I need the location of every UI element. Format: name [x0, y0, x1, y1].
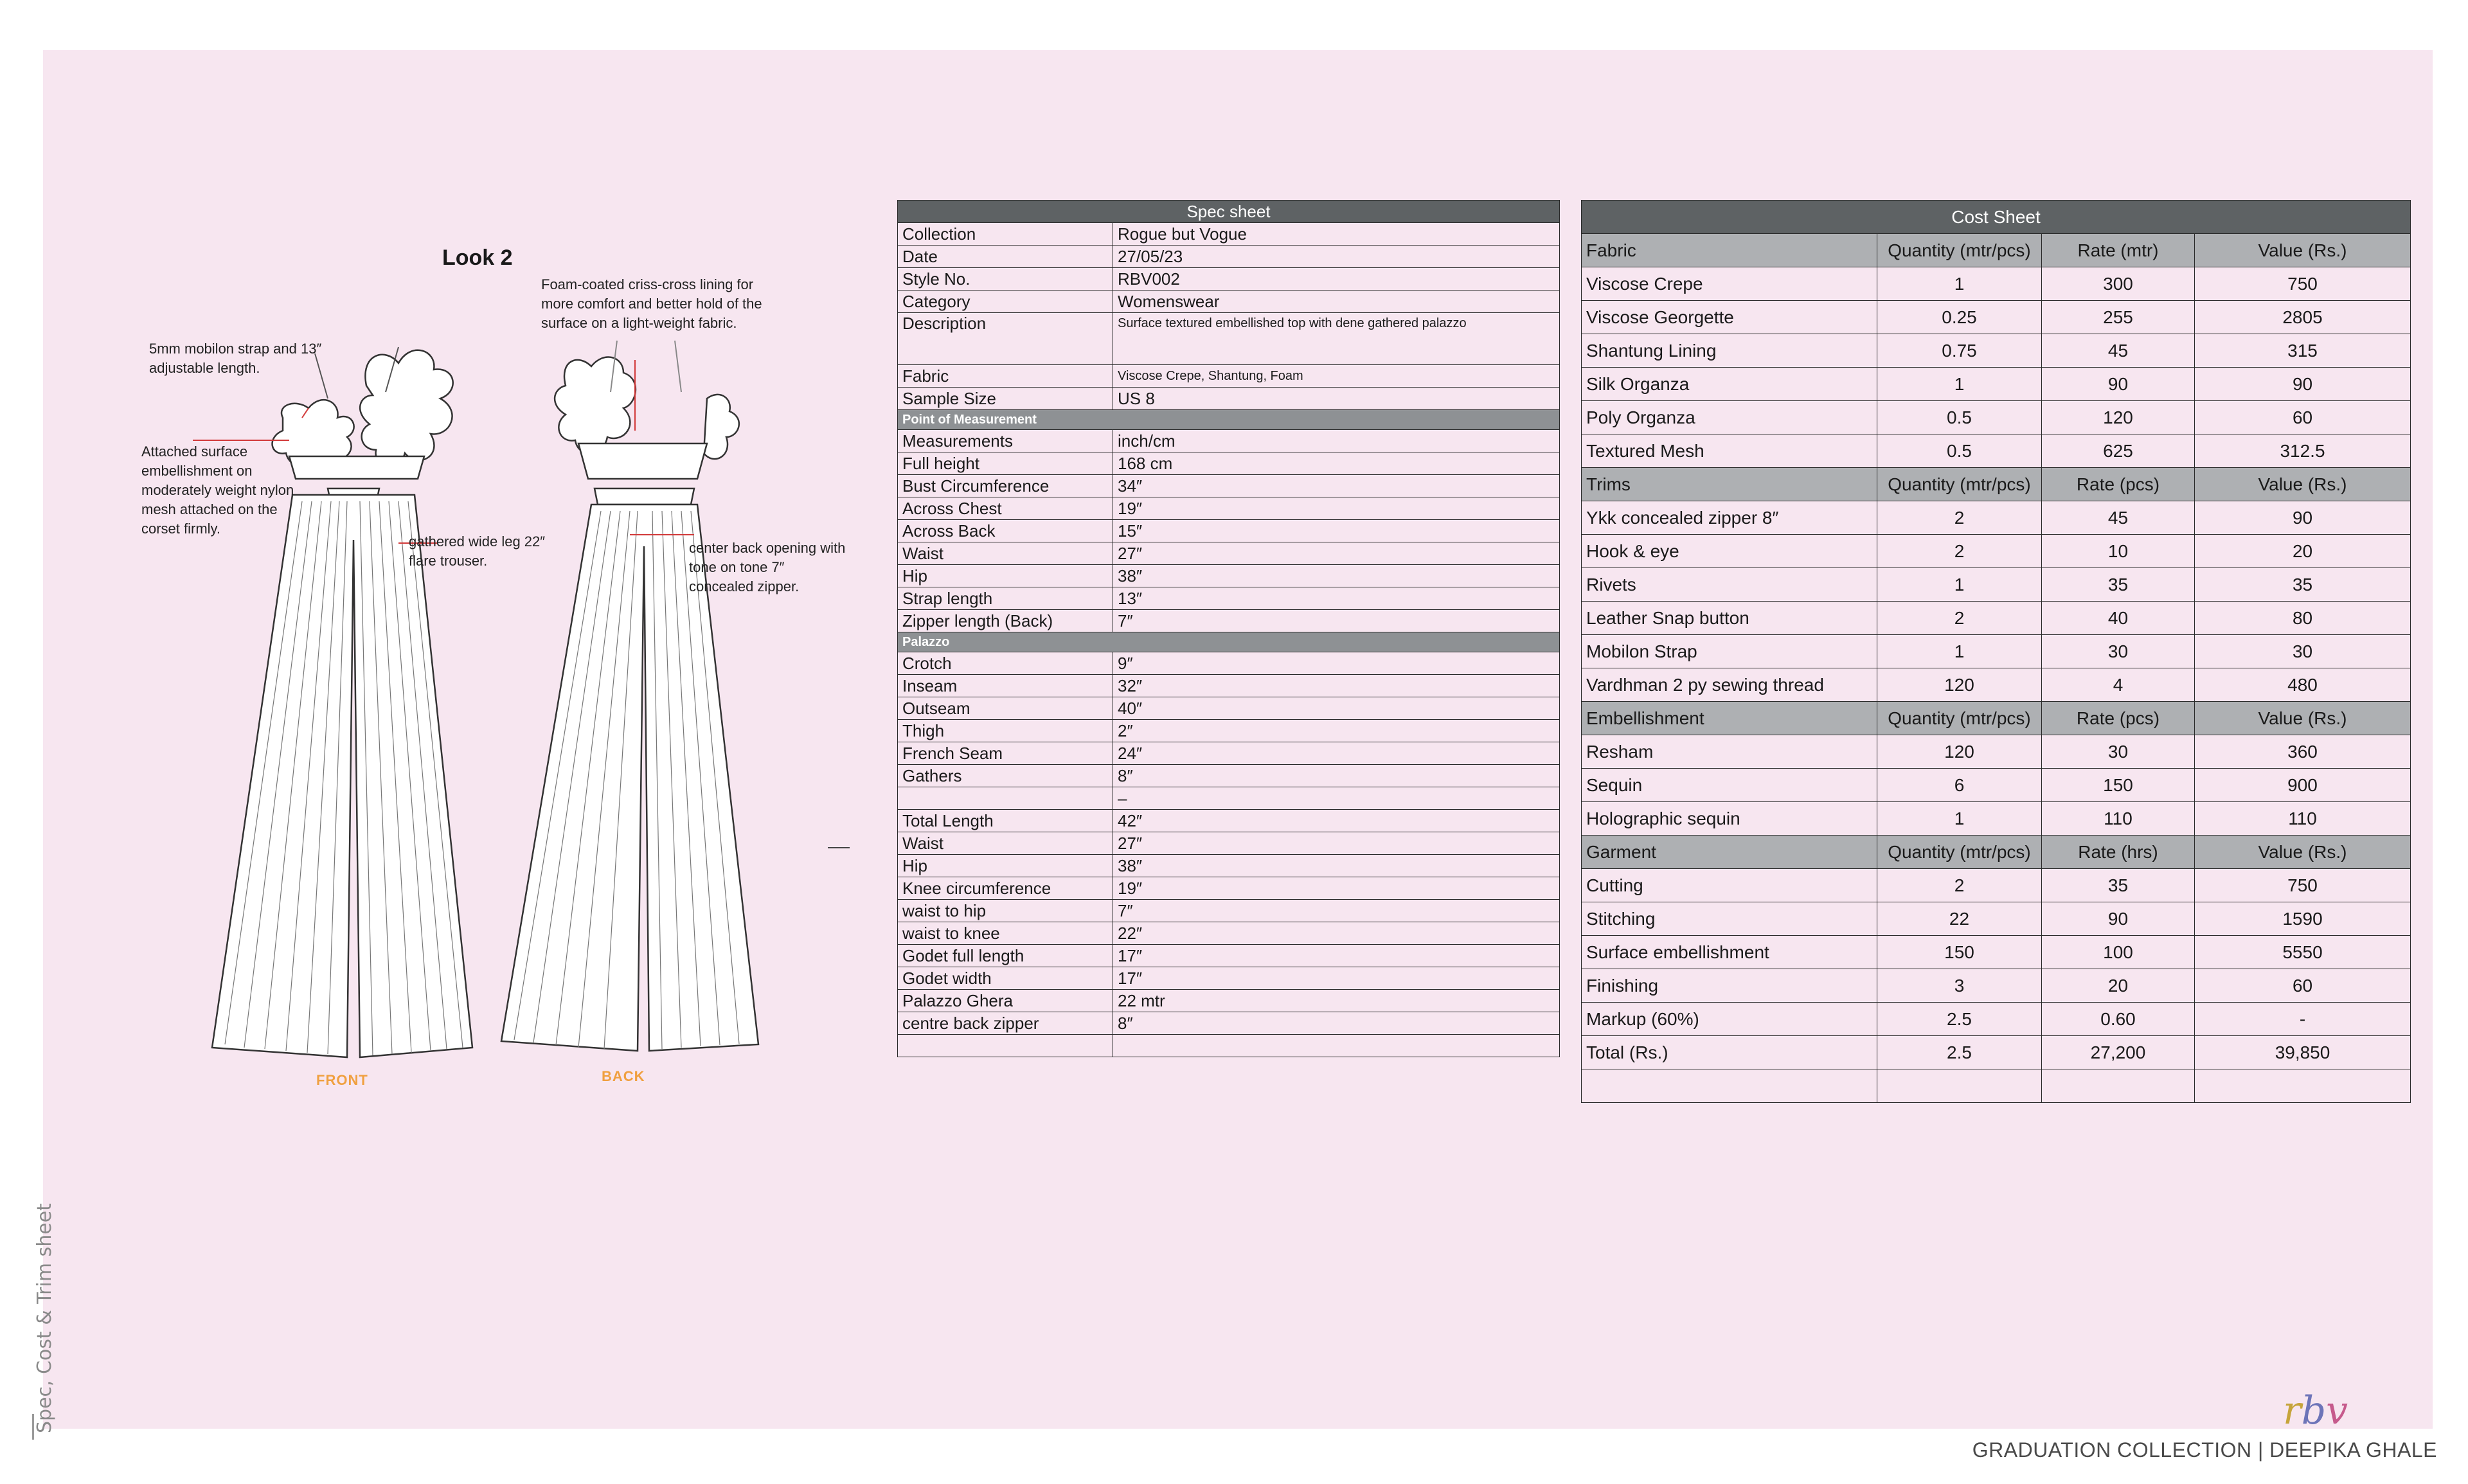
cost-sheet-title: Cost Sheet [1582, 201, 2411, 234]
spec-label-cell: Measurements [898, 430, 1113, 452]
cost-cell: 110 [2042, 802, 2195, 836]
palazzo-row [898, 877, 1560, 900]
palazzo-section-header [898, 632, 1560, 652]
cost-row [1582, 368, 2411, 401]
pom-row [898, 587, 1560, 610]
spec-label-cell: centre back zipper [898, 1012, 1113, 1035]
side-label: Spec, Cost & Trim sheet [33, 1203, 56, 1433]
cost-cell: 100 [2042, 936, 2195, 969]
cost-cell: 120 [1877, 735, 2042, 769]
cost-cell: 3 [1877, 969, 2042, 1003]
cost-cell: 30 [2042, 635, 2195, 668]
spec-value-cell: inch/cm [1113, 430, 1560, 452]
palazzo-row [898, 1035, 1560, 1057]
cost-cell: Stitching [1582, 902, 1877, 936]
cost-cell: 20 [2195, 535, 2411, 568]
palazzo-row [898, 652, 1560, 675]
spec-value-cell: 7″ [1113, 610, 1560, 632]
cost-cell: 0.60 [2042, 1003, 2195, 1036]
spec-value-cell: 13″ [1113, 587, 1560, 610]
annotation-foam: Foam-coated criss-cross lining for more comfort and better hold of the surface on a light-weight fabric. [541, 276, 762, 331]
spec-value-cell [1113, 1035, 1560, 1057]
pom-section-header [898, 410, 1560, 430]
spec-value-cell: 17″ [1113, 945, 1560, 967]
separator-dash [828, 847, 850, 848]
annotation-zipper: center back opening with tone on tone 7″ concealed zipper. [689, 540, 846, 594]
spec-value-cell: 34″ [1113, 475, 1560, 497]
cost-row [1582, 869, 2411, 902]
cost-cell: Shantung Lining [1582, 334, 1877, 368]
spec-value-cell: 32″ [1113, 675, 1560, 697]
spec-label-cell: Knee circumference [898, 877, 1113, 900]
cost-cell: 2 [1877, 602, 2042, 635]
cost-cell: 39,850 [2195, 1036, 2411, 1069]
cost-column-header: Quantity (mtr/pcs) [1877, 836, 2042, 869]
cost-cell: Rivets [1582, 568, 1877, 602]
cost-section-header [1582, 234, 2411, 267]
spec-sample-size-row [898, 388, 1560, 410]
cost-column-header: Embellishment [1582, 702, 1877, 735]
cost-row [1582, 902, 2411, 936]
spec-value-cell: 22 mtr [1113, 990, 1560, 1012]
palazzo-row [898, 765, 1560, 787]
spec-label-cell: Style No. [898, 268, 1113, 291]
spec-label-cell: Full height [898, 452, 1113, 475]
spec-sheet-header [898, 201, 1560, 223]
cost-cell: 750 [2195, 267, 2411, 301]
cost-row [1582, 334, 2411, 368]
cost-cell: 20 [2042, 969, 2195, 1003]
pom-row [898, 430, 1560, 452]
cost-row [1582, 802, 2411, 836]
logo-letter-r: r [2283, 1388, 2302, 1433]
spec-value-cell: 27/05/23 [1113, 246, 1560, 268]
spec-value-cell: 19″ [1113, 877, 1560, 900]
spec-label-cell: waist to knee [898, 922, 1113, 945]
cost-cell: 2 [1877, 501, 2042, 535]
spec-value-cell: 8″ [1113, 765, 1560, 787]
spec-value-cell: 9″ [1113, 652, 1560, 675]
cost-column-header: Quantity (mtr/pcs) [1877, 468, 2042, 501]
cost-cell: Poly Organza [1582, 401, 1877, 434]
cost-cell: 5550 [2195, 936, 2411, 969]
pom-row [898, 542, 1560, 565]
cost-cell: 4 [2042, 668, 2195, 702]
spec-sample-size-label: Sample Size [898, 388, 1113, 410]
pom-row [898, 452, 1560, 475]
cost-cell: 0.75 [1877, 334, 2042, 368]
cost-cell: 2 [1877, 535, 2042, 568]
cost-cell: 35 [2042, 568, 2195, 602]
cost-cell: 625 [2042, 434, 2195, 468]
cost-cell: 2 [1877, 869, 2042, 902]
cost-cell: 45 [2042, 334, 2195, 368]
cost-cell: 1 [1877, 368, 2042, 401]
cost-row [1582, 668, 2411, 702]
spec-value-cell: 19″ [1113, 497, 1560, 520]
cost-cell: 30 [2195, 635, 2411, 668]
palazzo-row [898, 675, 1560, 697]
spec-value-cell: 17″ [1113, 967, 1560, 990]
back-label: BACK [602, 1068, 645, 1084]
cost-column-header: Value (Rs.) [2195, 468, 2411, 501]
front-trousers [212, 495, 472, 1057]
palazzo-row [898, 720, 1560, 742]
spec-label-cell: Godet full length [898, 945, 1113, 967]
cost-row [1582, 602, 2411, 635]
cost-cell: 6 [1877, 769, 2042, 802]
spec-value-cell: 38″ [1113, 855, 1560, 877]
cost-cell: Leather Snap button [1582, 602, 1877, 635]
cost-cell: 110 [2195, 802, 2411, 836]
cost-row [1582, 1036, 2411, 1069]
spec-value-cell: Womenswear [1113, 291, 1560, 313]
cost-cell: 60 [2195, 401, 2411, 434]
palazzo-row [898, 922, 1560, 945]
spec-info-row [898, 223, 1560, 246]
spec-label-cell: Gathers [898, 765, 1113, 787]
back-top [555, 357, 739, 505]
palazzo-row [898, 697, 1560, 720]
spec-value-cell: 7″ [1113, 900, 1560, 922]
cost-column-header: Quantity (mtr/pcs) [1877, 234, 2042, 267]
spec-description-value: Surface textured embellished top with dene gathered palazzo [1113, 313, 1560, 365]
cost-row [1582, 969, 2411, 1003]
cost-column-header: Fabric [1582, 234, 1877, 267]
spec-description-label: Description [898, 313, 1113, 365]
cost-cell [2195, 1069, 2411, 1103]
cost-row [1582, 635, 2411, 668]
cost-cell: 90 [2042, 368, 2195, 401]
spec-label-cell: French Seam [898, 742, 1113, 765]
annotation-embellishment: Attached surface embellishment on moderately weight nylon mesh attached on the corset firmly. [141, 443, 294, 537]
cost-sheet-header [1582, 201, 2411, 234]
palazzo-row [898, 855, 1560, 877]
cost-cell: 150 [1877, 936, 2042, 969]
cost-cell: 10 [2042, 535, 2195, 568]
annotation-leg: gathered wide leg 22″ flare trouser. [409, 533, 546, 569]
cost-cell: Sequin [1582, 769, 1877, 802]
cost-row [1582, 267, 2411, 301]
spec-value-cell: Rogue but Vogue [1113, 223, 1560, 246]
cost-cell: 40 [2042, 602, 2195, 635]
cost-row [1582, 301, 2411, 334]
cost-cell: 27,200 [2042, 1036, 2195, 1069]
spec-fabric-label: Fabric [898, 365, 1113, 388]
spec-value-cell: 40″ [1113, 697, 1560, 720]
pom-row [898, 475, 1560, 497]
spec-label-cell: Thigh [898, 720, 1113, 742]
spec-label-cell: Waist [898, 542, 1113, 565]
cost-cell: 1 [1877, 568, 2042, 602]
cost-row [1582, 568, 2411, 602]
cost-cell: 60 [2195, 969, 2411, 1003]
spec-label-cell: Godet width [898, 967, 1113, 990]
cost-cell: 45 [2042, 501, 2195, 535]
cost-row [1582, 936, 2411, 969]
cost-cell: Viscose Georgette [1582, 301, 1877, 334]
spec-value-cell: 2″ [1113, 720, 1560, 742]
cost-cell: 360 [2195, 735, 2411, 769]
pom-row [898, 520, 1560, 542]
cost-cell: Viscose Crepe [1582, 267, 1877, 301]
palazzo-section-title: Palazzo [898, 632, 1560, 652]
spec-label-cell [898, 1035, 1113, 1057]
cost-cell [1877, 1069, 2042, 1103]
cost-cell: 35 [2195, 568, 2411, 602]
spec-label-cell [898, 787, 1113, 810]
cost-cell: 90 [2195, 501, 2411, 535]
cost-cell: 150 [2042, 769, 2195, 802]
pom-row [898, 565, 1560, 587]
cost-row [1582, 434, 2411, 468]
cost-cell: Ykk concealed zipper 8″ [1582, 501, 1877, 535]
spec-value-cell: 8″ [1113, 1012, 1560, 1035]
cost-cell: - [2195, 1003, 2411, 1036]
cost-section-header [1582, 468, 2411, 501]
pom-row [898, 610, 1560, 632]
cost-cell: 35 [2042, 869, 2195, 902]
front-label: FRONT [316, 1072, 368, 1088]
spec-sample-size-value: US 8 [1113, 388, 1560, 410]
cost-column-header: Quantity (mtr/pcs) [1877, 702, 2042, 735]
spec-label-cell: Hip [898, 855, 1113, 877]
cost-cell: 2.5 [1877, 1036, 2042, 1069]
spec-value-cell: 38″ [1113, 565, 1560, 587]
spec-label-cell: Across Back [898, 520, 1113, 542]
palazzo-row [898, 1012, 1560, 1035]
cost-column-header: Rate (pcs) [2042, 468, 2195, 501]
cost-cell: 30 [2042, 735, 2195, 769]
annotation-strap: 5mm mobilon strap and 13″ adjustable length. [149, 341, 322, 376]
spec-label-cell: Total Length [898, 810, 1113, 832]
cost-column-header: Value (Rs.) [2195, 234, 2411, 267]
cost-cell: 312.5 [2195, 434, 2411, 468]
cost-column-header: Value (Rs.) [2195, 836, 2411, 869]
cost-cell [2042, 1069, 2195, 1103]
spec-description-row [898, 313, 1560, 365]
spec-label-cell: Date [898, 246, 1113, 268]
cost-section-header [1582, 702, 2411, 735]
cost-row [1582, 1003, 2411, 1036]
cost-sheet-table [1581, 200, 2411, 1103]
spec-label-cell: Hip [898, 565, 1113, 587]
cost-row [1582, 401, 2411, 434]
spec-value-cell: 27″ [1113, 832, 1560, 855]
spec-label-cell: Across Chest [898, 497, 1113, 520]
cost-cell: 120 [1877, 668, 2042, 702]
pom-row [898, 497, 1560, 520]
cost-cell: 2805 [2195, 301, 2411, 334]
cost-cell: 22 [1877, 902, 2042, 936]
palazzo-row [898, 945, 1560, 967]
cost-column-header: Value (Rs.) [2195, 702, 2411, 735]
cost-row [1582, 501, 2411, 535]
logo-letter-v: v [2326, 1388, 2348, 1433]
cost-row [1582, 735, 2411, 769]
cost-cell: Textured Mesh [1582, 434, 1877, 468]
spec-value-cell: 27″ [1113, 542, 1560, 565]
cost-cell [1582, 1069, 1877, 1103]
cost-cell: Finishing [1582, 969, 1877, 1003]
pom-section-title: Point of Measurement [898, 410, 1560, 430]
cost-cell: Cutting [1582, 869, 1877, 902]
cost-cell: 0.5 [1877, 434, 2042, 468]
spec-value-cell: 22″ [1113, 922, 1560, 945]
cost-cell: Hook & eye [1582, 535, 1877, 568]
cost-column-header: Garment [1582, 836, 1877, 869]
cost-cell: Vardhman 2 py sewing thread [1582, 668, 1877, 702]
cost-column-header: Trims [1582, 468, 1877, 501]
cost-cell: 90 [2195, 368, 2411, 401]
cost-cell: 120 [2042, 401, 2195, 434]
palazzo-row [898, 787, 1560, 810]
cost-cell: Holographic sequin [1582, 802, 1877, 836]
cost-cell: Resham [1582, 735, 1877, 769]
cost-cell: 480 [2195, 668, 2411, 702]
cost-column-header: Rate (pcs) [2042, 702, 2195, 735]
cost-row [1582, 769, 2411, 802]
logo-letter-b: b [2301, 1388, 2327, 1433]
cost-cell: Mobilon Strap [1582, 635, 1877, 668]
spec-label-cell: Outseam [898, 697, 1113, 720]
cost-column-header: Rate (hrs) [2042, 836, 2195, 869]
look-title: Look 2 [442, 246, 513, 270]
spec-label-cell: Palazzo Ghera [898, 990, 1113, 1012]
palazzo-row [898, 967, 1560, 990]
cost-cell: Surface embellishment [1582, 936, 1877, 969]
spec-value-cell: 168 cm [1113, 452, 1560, 475]
spec-label-cell: Inseam [898, 675, 1113, 697]
spec-label-cell: Category [898, 291, 1113, 313]
cost-cell: 1 [1877, 635, 2042, 668]
cost-cell: Markup (60%) [1582, 1003, 1877, 1036]
cost-cell: 750 [2195, 869, 2411, 902]
spec-label-cell: Bust Circumference [898, 475, 1113, 497]
spec-info-row [898, 291, 1560, 313]
footer-credit: GRADUATION COLLECTION | DEEPIKA GHALE [1972, 1438, 2437, 1462]
cost-cell: 80 [2195, 602, 2411, 635]
cost-cell: 1590 [2195, 902, 2411, 936]
spec-value-cell: 42″ [1113, 810, 1560, 832]
brand-logo [2283, 1388, 2348, 1433]
cost-cell: 900 [2195, 769, 2411, 802]
cost-row [1582, 1069, 2411, 1103]
cost-column-header: Rate (mtr) [2042, 234, 2195, 267]
cost-cell: 1 [1877, 802, 2042, 836]
cost-cell: 315 [2195, 334, 2411, 368]
spec-info-row [898, 268, 1560, 291]
cost-cell: 255 [2042, 301, 2195, 334]
spec-label-cell: Zipper length (Back) [898, 610, 1113, 632]
palazzo-row [898, 990, 1560, 1012]
spec-value-cell: RBV002 [1113, 268, 1560, 291]
spec-fabric-value: Viscose Crepe, Shantung, Foam [1113, 365, 1560, 388]
cost-cell: 90 [2042, 902, 2195, 936]
cost-cell: Total (Rs.) [1582, 1036, 1877, 1069]
spec-sheet-title: Spec sheet [898, 201, 1560, 223]
spec-sheet-table [897, 200, 1560, 1057]
cost-cell: 300 [2042, 267, 2195, 301]
spec-label-cell: Crotch [898, 652, 1113, 675]
cost-row [1582, 535, 2411, 568]
cost-cell: 1 [1877, 267, 2042, 301]
cost-cell: Silk Organza [1582, 368, 1877, 401]
palazzo-row [898, 742, 1560, 765]
spec-label-cell: Waist [898, 832, 1113, 855]
palazzo-row [898, 832, 1560, 855]
spec-value-cell: 15″ [1113, 520, 1560, 542]
spec-label-cell: waist to hip [898, 900, 1113, 922]
cost-section-header [1582, 836, 2411, 869]
cost-cell: 2.5 [1877, 1003, 2042, 1036]
spec-value-cell: 24″ [1113, 742, 1560, 765]
spec-label-cell: Collection [898, 223, 1113, 246]
palazzo-row [898, 810, 1560, 832]
cost-cell: 0.25 [1877, 301, 2042, 334]
spec-label-cell: Strap length [898, 587, 1113, 610]
cost-cell: 0.5 [1877, 401, 2042, 434]
spec-fabric-row [898, 365, 1560, 388]
spec-value-cell: – [1113, 787, 1560, 810]
palazzo-row [898, 900, 1560, 922]
spec-info-row [898, 246, 1560, 268]
